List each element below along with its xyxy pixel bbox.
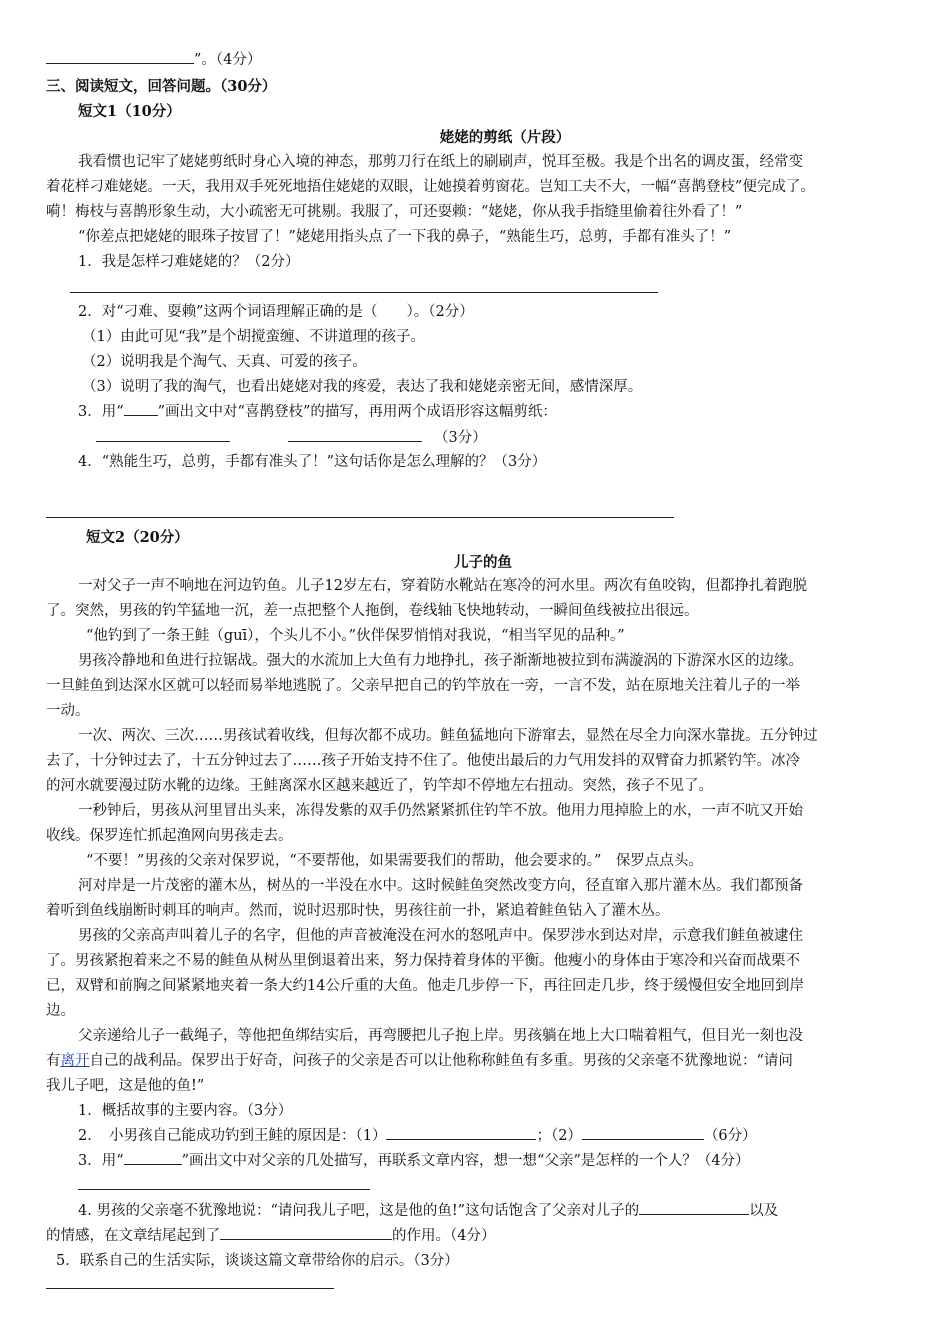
passage2-line: 了。突然，男孩的钓竿猛地一沉，差一点把整个人拖倒，卷线轴飞快地转动，一瞬间鱼线被拉出很远。: [46, 603, 699, 619]
passage2-line: 一秒钟后，男孩从河里冒出头来，冻得发紫的双手仍然紧紧抓住钓竿不放。他用力甩掉脸上的水，一声不吭又开始: [78, 803, 803, 819]
passage2-line: 了。男孩紧抱着来之不易的鲑鱼从树丛里倒退着出来，努力保持着身体的平衡。他瘦小的身体由于寒冷和兴奋而战栗不: [46, 953, 800, 969]
q2-mid: ；（2）: [536, 1128, 582, 1144]
passage2-label: 短文2（20分）: [86, 529, 189, 546]
q4-prefix: 4. 男孩的父亲毫不犹豫地说：“请问我儿子吧，这是他的鱼!”这句话饱含了父亲对儿子的: [78, 1203, 640, 1219]
q4-line2-suffix: 的作用。（4分）: [392, 1228, 496, 1244]
q4-line2-prefix: 的情感，在文章结尾起到了: [46, 1228, 220, 1244]
answer-line[interactable]: [78, 1189, 370, 1190]
passage2-line: “他钓到了一条王鲑（guī），个头儿不小。”伙伴保罗悄悄对我说，“相当罕见的品种。”: [86, 628, 625, 644]
p2-question-3: [78, 1149, 750, 1174]
reason-blank-2[interactable]: [582, 1125, 704, 1140]
reason-blank-1[interactable]: [386, 1125, 536, 1140]
passage2-line: 的河水就要漫过防水靴的边缘。王鲑离深水区越来越近了，钓竿却不停地左右扭动。突然，孩子不见了。: [46, 778, 713, 794]
q2-prefix: 2． 小男孩自己能成功钓到王鲑的原因是：（1）: [78, 1128, 387, 1144]
p1-q2-option-3: （3）说明了我的淘气，也看出姥姥对我的疼爱，表达了我和姥姥亲密无间，感情深厚。: [82, 379, 643, 395]
passage2-line: [46, 1049, 793, 1074]
section-heading: 三、阅读短文，回答问题。（30分）: [46, 78, 277, 95]
q3-prefix: 3．用“: [78, 404, 124, 420]
top-answer-line: [46, 48, 261, 73]
q4-mid: 以及: [749, 1203, 779, 1219]
passage2-line: “不要！”男孩的父亲对保罗说，“不要帮他，如果需要我们的帮助，他会要求的。” 保罗点点头。: [86, 853, 703, 869]
idiom-blank-1[interactable]: [96, 427, 230, 442]
q3-suffix: ”画出文中对“喜鹊登枝”的描写，再用两个成语形容这幅剪纸：: [157, 404, 557, 420]
answer-line[interactable]: [46, 1288, 334, 1289]
passage2-line: 河对岸是一片茂密的灌木丛，树丛的一半没在水中。这时候鲑鱼突然改变方向，径直窜入那片灌木丛。我们都预备: [78, 878, 803, 894]
passage2-line: 男孩的父亲高声叫着儿子的名字，但他的声音被淹没在河水的怒吼声中。保罗涉水到达对岸，示意我们鲑鱼被逮住: [78, 928, 803, 944]
p1-question-2: 2．对“刁难、耍赖”这两个词语理解正确的是（ ）。（2分）: [78, 304, 474, 320]
effect-blank[interactable]: [220, 1225, 392, 1240]
passage2-line: 着听到鱼线崩断时刺耳的响声。然而，说时迟那时快，男孩往前一扑，紧追着鲑鱼钻入了灌木丛。: [46, 903, 670, 919]
passage2-line: 已，双臂和前胸之间紧紧地夹着一条大约14公斤重的大鱼。他走几步停一下，再往回走几步，终于缓慢但安全地回到岸: [46, 978, 804, 994]
passage2-line: 去了，十分钟过去了，十五分钟过去了……孩子开始支持不住了。他使出最后的力气用发抖的双臂奋力抓紧钓竿。冰冷: [46, 753, 800, 769]
passage1-label: 短文1（10分）: [78, 103, 181, 120]
line-prefix: 有: [46, 1053, 61, 1069]
p2-question-5: 5．联系自己的生活实际，谈谈这篇文章带给你的启示。（3分）: [56, 1253, 459, 1269]
q3-prefix: 3．用“: [78, 1153, 124, 1169]
p1-q2-option-1: （1）由此可见“我”是个胡搅蛮缠、不讲道理的孩子。: [82, 329, 426, 345]
idiom-blank-2[interactable]: [288, 427, 422, 442]
passage2-line: 一次、两次、三次……男孩试着收线，但每次都不成功。鲑鱼猛地向下游窜去，显然在尽全力向深水靠拢。五分钟过: [78, 728, 818, 744]
passage2-line: 一旦鲑鱼到达深水区就可以轻而易举地逃脱了。父亲早把自己的钓竿放在一旁，一言不发，站在原地关注着儿子的一举: [46, 678, 800, 694]
p1-question-4: 4．“熟能生巧，总剪，手都有准头了！”这句话你是怎么理解的？（3分）: [78, 454, 547, 470]
passage2-line: 一对父子一声不响地在河边钓鱼。儿子12岁左右，穿着防水靴站在寒冷的河水里。两次有鱼咬钩，但都挣扎着跑脱: [78, 578, 807, 594]
underline-sample: [124, 1150, 182, 1165]
answer-line[interactable]: [70, 292, 658, 293]
passage1-title: 姥姥的剪纸（片段）: [439, 129, 571, 146]
q3-score: （3分）: [434, 430, 487, 446]
q2-score: （6分）: [703, 1128, 757, 1144]
answer-line[interactable]: [46, 517, 674, 518]
p1-q3-answers: [96, 426, 487, 451]
q3-suffix: ”画出文中对父亲的几处描写，再联系文章内容，想一想“父亲”是怎样的一个人？（4分）: [181, 1153, 750, 1169]
passage2-title: 儿子的鱼: [454, 554, 512, 571]
passage2-line: 我儿子吧，这是他的鱼!”: [46, 1078, 205, 1094]
passage2-line: 男孩冷静地和鱼进行拉锯战。强大的水流加上大鱼有力地挣扎，孩子渐渐地被拉到布满漩涡的下游深水区的边缘。: [78, 653, 803, 669]
passage1-line: “你差点把姥姥的眼珠子按冒了！”姥姥用指头点了一下我的鼻子，“熟能生巧，总剪，手都有准头了！”: [78, 229, 732, 245]
underline-sample: [124, 401, 158, 416]
passage2-line: 父亲递给儿子一截绳子，等他把鱼绑结实后，再弯腰把儿子抱上岸。男孩躺在地上大口喘着粗气，但目光一刻也没: [78, 1028, 803, 1044]
passage1-line: 我看惯也记牢了姥姥剪纸时身心入境的神态，那剪刀行在纸上的刷刷声，悦耳至极。我是个出名的调皮蛋，经常变: [78, 154, 803, 170]
top-line-suffix: ”。（4分）: [194, 52, 262, 68]
p2-question-1: 1．概括故事的主要内容。（3分）: [78, 1103, 293, 1119]
p1-question-1: 1．我是怎样刁难姥姥的？（2分）: [78, 254, 300, 270]
p1-q2-option-2: （2）说明我是个淘气、天真、可爱的孩子。: [82, 354, 367, 370]
passage1-line: 嗬！梅枝与喜鹊形象生动，大小疏密无可挑剔。我服了，可还耍赖：“姥姥，你从我手指缝里偷着往外看了！”: [46, 204, 743, 220]
passage1-line: 着花样刁难姥姥。一天，我用双手死死地捂住姥姥的双眼，让她摸着剪窗花。岂知工夫不大，一幅“喜鹊登枝”便完成了。: [46, 179, 815, 195]
emotion-blank[interactable]: [639, 1200, 749, 1215]
passage2-line: 收线。保罗连忙抓起渔网向男孩走去。: [46, 828, 293, 844]
p2-question-4-cont: [46, 1224, 495, 1249]
line-suffix: 自己的战利品。保罗出于好奇，问孩子的父亲是否可以让他称称鲑鱼有多重。男孩的父亲毫不犹豫地说：“请问: [89, 1053, 793, 1069]
p2-question-4: [78, 1199, 778, 1224]
hyperlink-word[interactable]: 离开: [60, 1053, 90, 1069]
p1-question-3: [78, 400, 557, 425]
answer-blank[interactable]: [46, 49, 194, 64]
p2-question-2: [78, 1124, 757, 1149]
passage2-line: 边。: [46, 1003, 75, 1019]
passage2-line: 一动。: [46, 703, 90, 719]
